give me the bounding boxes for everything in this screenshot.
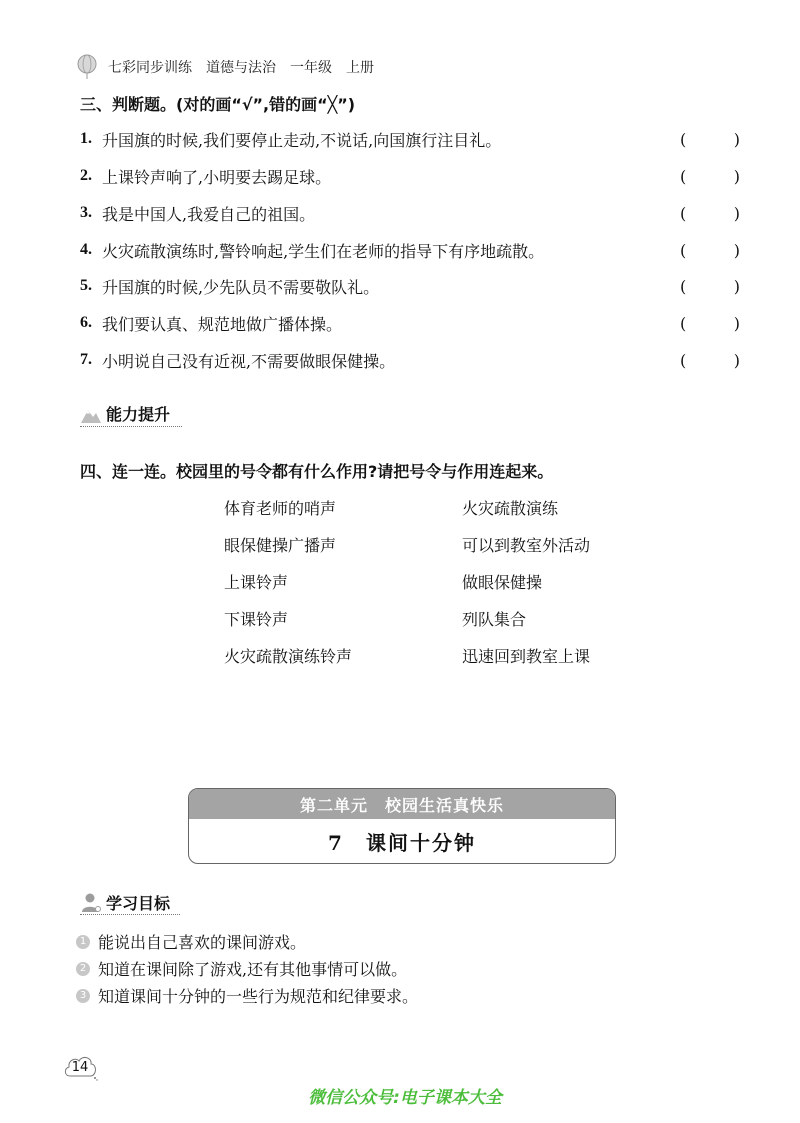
judgement-item — [80, 273, 740, 299]
item-text: 火灾疏散演练时,警铃响起,学生们在老师的指导下有序地疏散。 — [102, 241, 545, 261]
matching-left-item[interactable]: 体育老师的哨声 — [224, 499, 337, 518]
judgement-item — [80, 126, 740, 152]
item-number: 4. — [80, 241, 92, 258]
paren-open: ( — [680, 276, 687, 296]
matching-left-item[interactable]: 下课铃声 — [224, 610, 289, 629]
page-header — [74, 52, 374, 82]
goal-number-badge: 2 — [76, 962, 90, 976]
mountain-icon — [80, 403, 102, 425]
answer-parentheses[interactable] — [680, 277, 740, 296]
item-text: 上课铃声响了,小明要去踢足球。 — [102, 167, 332, 187]
balloon-logo-icon — [74, 54, 100, 80]
section4-title: 四、连一连。校园里的号令都有什么作用?请把号令与作用连起来。 — [80, 462, 554, 481]
goal-item — [76, 930, 306, 953]
goal-text: 知道课间十分钟的一些行为规范和纪律要求。 — [98, 987, 419, 1006]
matching-left-item[interactable]: 火灾疏散演练铃声 — [224, 647, 353, 666]
section3-title: 三、判断题。(对的画“√”,错的画“╳”) — [80, 95, 356, 114]
goal-text: 能说出自己喜欢的课间游戏。 — [98, 933, 307, 952]
matching-left-item[interactable]: 眼保健操广播声 — [224, 536, 337, 555]
page-number-text: 14 — [71, 1059, 89, 1075]
page-number — [62, 1052, 98, 1082]
matching-right-item[interactable]: 火灾疏散演练 — [462, 499, 559, 518]
goal-number-badge: 3 — [76, 989, 90, 1003]
paren-open: ( — [680, 203, 687, 223]
item-number: 3. — [80, 204, 92, 221]
item-number: 6. — [80, 314, 92, 331]
matching-right-item[interactable]: 可以到教室外活动 — [462, 536, 591, 555]
ability-underline — [80, 426, 182, 427]
item-number: 2. — [80, 167, 92, 184]
paren-open: ( — [680, 350, 687, 370]
footer-watermark: 微信公众号:电子课本大全 — [308, 1088, 502, 1108]
ability-heading — [80, 402, 170, 425]
paren-open: ( — [680, 129, 687, 149]
judgement-item — [80, 237, 740, 263]
matching-left-item[interactable]: 上课铃声 — [224, 573, 289, 592]
lesson-title: 7 课间十分钟 — [328, 830, 476, 855]
paren-close: ) — [733, 350, 740, 370]
answer-parentheses[interactable] — [680, 351, 740, 370]
goal-number-badge: 1 — [76, 935, 90, 949]
answer-parentheses[interactable] — [680, 130, 740, 149]
paren-open: ( — [680, 313, 687, 333]
paren-open: ( — [680, 240, 687, 260]
unit-title-box — [188, 788, 616, 864]
header-series: 七彩同步训练 — [108, 60, 192, 76]
item-text: 我们要认真、规范地做广播体操。 — [102, 314, 343, 334]
item-text: 我是中国人,我爱自己的祖国。 — [102, 204, 316, 224]
matching-right-item[interactable]: 迅速回到教室上课 — [462, 647, 591, 666]
answer-parentheses[interactable] — [680, 241, 740, 260]
paren-close: ) — [733, 276, 740, 296]
answer-parentheses[interactable] — [680, 167, 740, 186]
unit-title: 第二单元 校园生活真快乐 — [189, 789, 615, 819]
judgement-item — [80, 347, 740, 373]
judgement-item — [80, 310, 740, 336]
paren-close: ) — [733, 203, 740, 223]
paren-close: ) — [733, 129, 740, 149]
matching-right-item[interactable]: 列队集合 — [462, 610, 527, 629]
goals-underline — [80, 914, 180, 915]
item-number: 5. — [80, 277, 92, 294]
judgement-item — [80, 200, 740, 226]
person-icon — [80, 892, 102, 914]
paren-close: ) — [733, 166, 740, 186]
goal-text: 知道在课间除了游戏,还有其他事情可以做。 — [98, 960, 408, 979]
goal-item — [76, 984, 418, 1007]
paren-close: ) — [733, 313, 740, 333]
answer-parentheses[interactable] — [680, 314, 740, 333]
header-volume: 上册 — [346, 60, 374, 76]
paren-close: ) — [733, 240, 740, 260]
ability-label: 能力提升 — [106, 405, 171, 424]
item-text: 升国旗的时候,我们要停止走动,不说话,向国旗行注目礼。 — [102, 130, 502, 150]
answer-parentheses[interactable] — [680, 204, 740, 223]
matching-right-item[interactable]: 做眼保健操 — [462, 573, 543, 592]
item-number: 7. — [80, 351, 92, 368]
item-text: 升国旗的时候,少先队员不需要敬队礼。 — [102, 277, 380, 297]
header-grade: 一年级 — [290, 60, 332, 76]
judgement-item — [80, 163, 740, 189]
header-text — [108, 57, 374, 77]
item-number: 1. — [80, 130, 92, 147]
paren-open: ( — [680, 166, 687, 186]
goals-heading — [80, 891, 170, 914]
item-text: 小明说自己没有近视,不需要做眼保健操。 — [102, 351, 396, 371]
goals-label: 学习目标 — [106, 894, 171, 913]
goal-item — [76, 957, 407, 980]
header-subject: 道德与法治 — [206, 60, 276, 76]
